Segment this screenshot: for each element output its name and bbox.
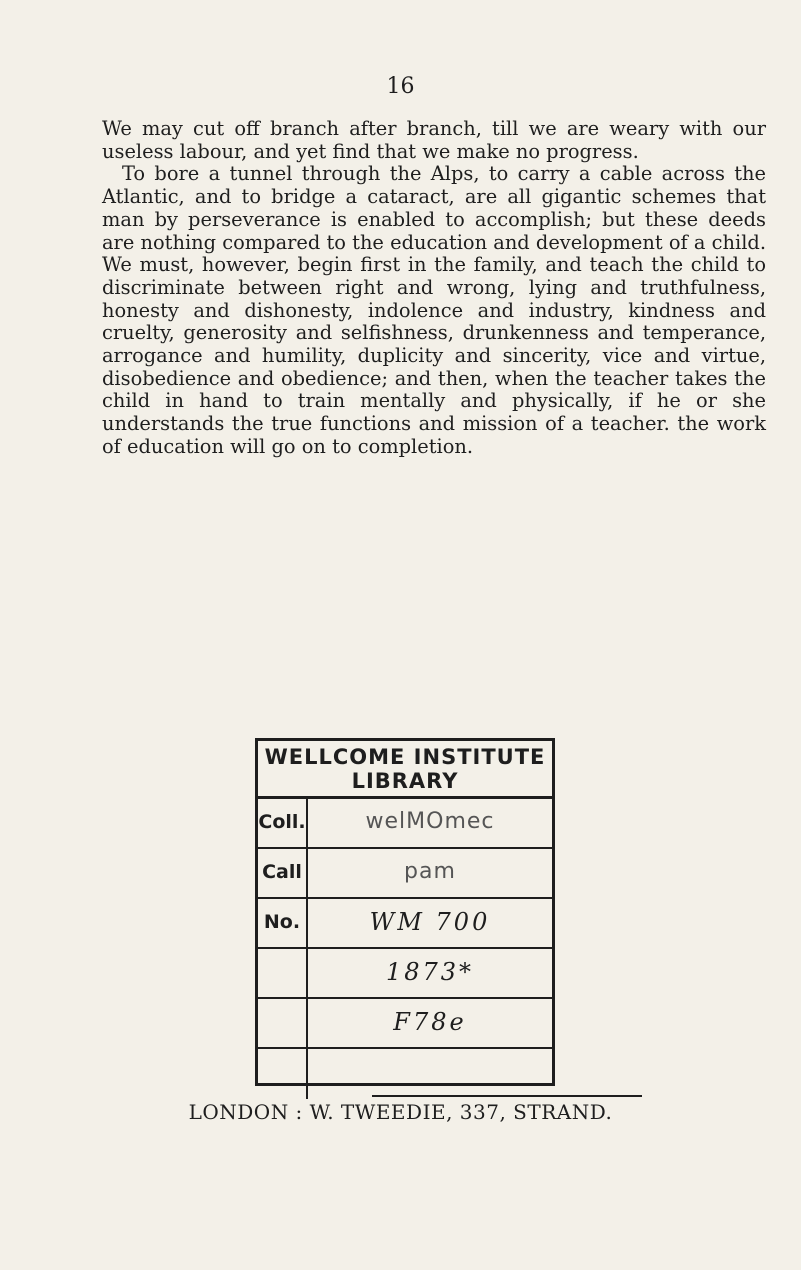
stamp-row xyxy=(258,799,552,849)
stamp-row xyxy=(258,999,552,1049)
stamp-value: WM 700 xyxy=(369,908,491,936)
library-stamp xyxy=(255,738,555,1086)
stamp-header xyxy=(258,741,552,799)
publisher-imprint: LONDON : W. TWEEDIE, 337, STRAND. xyxy=(188,1100,613,1124)
stamp-value: pam xyxy=(404,859,456,884)
stamp-value xyxy=(308,1049,552,1099)
stamp-value: welMOmec xyxy=(365,809,495,834)
stamp-label: Coll. xyxy=(258,799,308,847)
stamp-row xyxy=(258,1049,552,1099)
paragraph-2: To bore a tunnel through the Alps, to carry a cable across the Atlantic, and to bridge a cataract, are all gigantic schemes that man by perseverance is enabled to accomplish; but these deeds are nothing compared to the education and development of a child. We must, however, begin first in the family, and teach the child to discriminate between right and wrong, lying and truthfulness, honesty and dishonesty, indolence and industry, kindness and cruelty, generosity and selfishness, drunkenness and temperance, arrogance and humility, duplicity and sincerity, vice and virtue, disobedience and obedience; and then, when the teacher takes the child in hand to train mentally and physically, if he or she understands the true functions and mission of a teacher. the work of education will go on to completion. xyxy=(102,162,766,458)
body-text xyxy=(102,118,766,459)
stamp-value: F78e xyxy=(393,1008,467,1036)
stamp-row xyxy=(258,949,552,999)
stamp-row xyxy=(258,899,552,949)
stamp-label xyxy=(258,949,308,997)
page-number: 16 xyxy=(386,74,415,99)
stamp-label: Call xyxy=(258,849,308,897)
stamp-value: 1873* xyxy=(385,958,475,986)
imprint-rule xyxy=(372,1095,642,1097)
paragraph-1: We may cut off branch after branch, till we are weary with our useless labour, and yet find that we make no progress. xyxy=(102,117,766,163)
stamp-label xyxy=(258,999,308,1047)
stamp-row xyxy=(258,849,552,899)
stamp-label xyxy=(258,1049,308,1099)
stamp-title: WELLCOME INSTITUTE xyxy=(264,745,546,769)
stamp-label: No. xyxy=(258,899,308,947)
stamp-subtitle: LIBRARY xyxy=(351,769,459,793)
